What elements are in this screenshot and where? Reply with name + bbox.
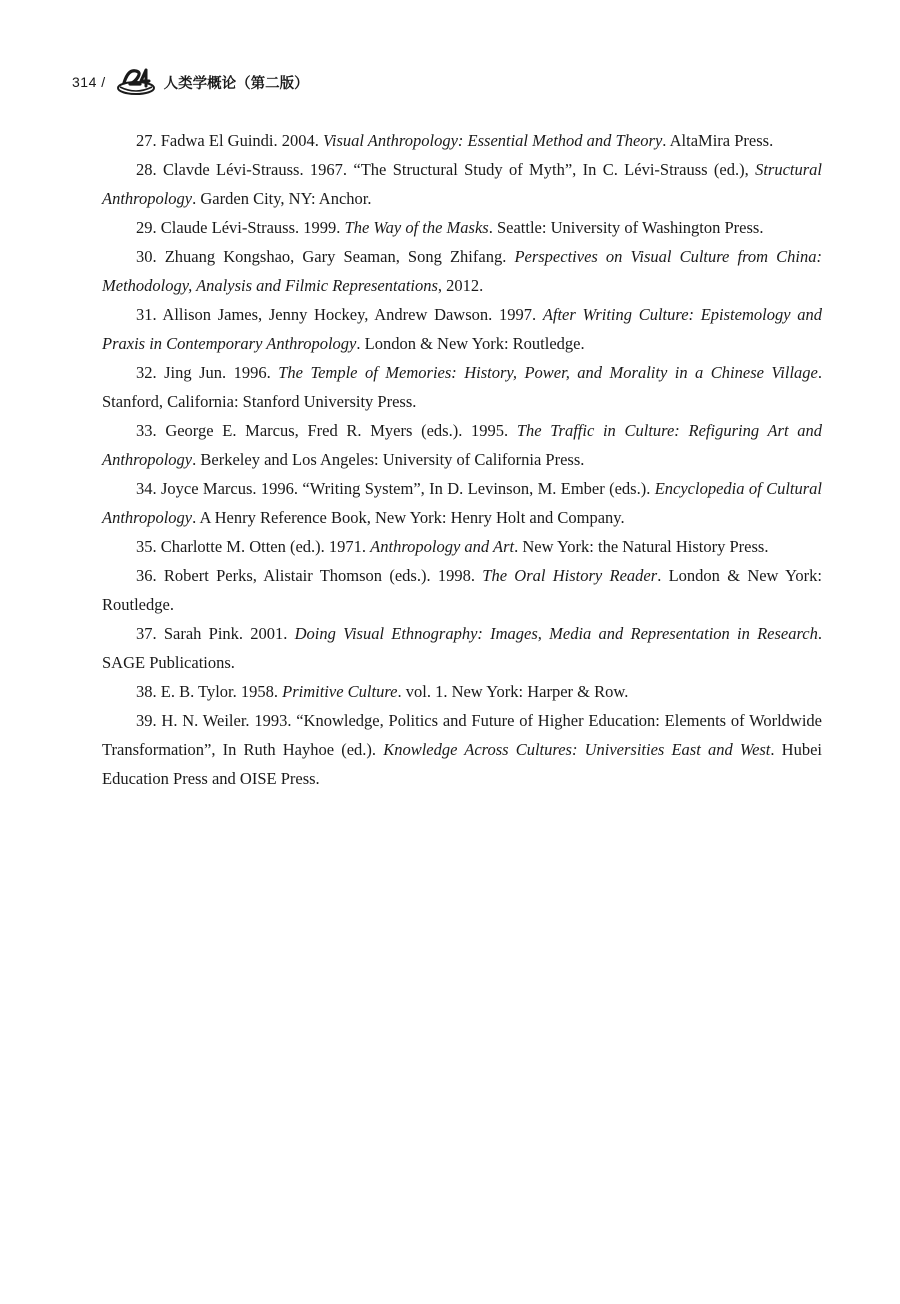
reference-title: Encyclopedia of Cultural Anthropology [102, 479, 822, 527]
page-header [72, 62, 309, 102]
series-logo-icon [116, 67, 156, 97]
reference-text: 28. Clavde Lévi-Strauss. 1967. “The Structural Study of Myth”, In C. Lévi-Strauss (ed.), [136, 160, 756, 179]
reference-text: 29. Claude Lévi-Strauss. 1999. [136, 218, 345, 237]
reference-text: . Hubei Education Press and OISE Press. [102, 740, 822, 788]
reference-text: 30. Zhuang Kongshao, Gary Seaman, Song Zhifang. [136, 247, 515, 266]
reference-text: . AltaMira Press. [662, 131, 774, 150]
reference-text: . Stanford, California: Stanford University Press. [102, 363, 822, 411]
reference-title: The Way of the Masks [344, 218, 489, 237]
reference-text: 35. Charlotte M. Otten (ed.). 1971. [136, 537, 371, 556]
reference-list [102, 126, 822, 793]
reference-title: Primitive Culture [282, 682, 398, 701]
reference-text: . Seattle: University of Washington Press. [488, 218, 764, 237]
reference-text: 32. Jing Jun. 1996. [136, 363, 279, 382]
reference-item [102, 416, 822, 474]
reference-text: 39. H. N. Weiler. 1993. “Knowledge, Politics and Future of Higher Education: Elements of Worldwide Transformation”, In Ruth Hayhoe (ed.). [102, 711, 822, 759]
reference-text: 33. George E. Marcus, Fred R. Myers (eds.). 1995. [136, 421, 517, 440]
reference-text: 36. Robert Perks, Alistair Thomson (eds.). 1998. [136, 566, 483, 585]
reference-title: After Writing Culture: Epistemology and Praxis in Contemporary Anthropology [102, 305, 822, 353]
reference-item [102, 155, 822, 213]
reference-text: 31. Allison James, Jenny Hockey, Andrew Dawson. 1997. [136, 305, 543, 324]
reference-text: . New York: the Natural History Press. [514, 537, 769, 556]
reference-item [102, 213, 822, 242]
page-number: 314 / [72, 74, 106, 90]
reference-text: . Garden City, NY: Anchor. [192, 189, 372, 208]
book-title: 人类学概论（第二版） [163, 75, 309, 92]
reference-item [102, 358, 822, 416]
reference-text: . SAGE Publications. [102, 624, 822, 672]
reference-item [102, 300, 822, 358]
reference-text: . London & New York: Routledge. [102, 566, 822, 614]
reference-title: Anthropology and Art [370, 537, 515, 556]
reference-item [102, 677, 822, 706]
reference-text: . London & New York: Routledge. [356, 334, 585, 353]
reference-item [102, 561, 822, 619]
reference-text: , 2012. [437, 276, 484, 295]
reference-text: 37. Sarah Pink. 2001. [136, 624, 295, 643]
reference-title: The Temple of Memories: History, Power, and Morality in a Chinese Village [278, 363, 818, 382]
reference-title: Knowledge Across Cultures: Universities East and West [383, 740, 771, 759]
reference-title: The Oral History Reader [482, 566, 658, 585]
reference-item [102, 532, 822, 561]
reference-text: . vol. 1. New York: Harper & Row. [397, 682, 629, 701]
reference-title: Doing Visual Ethnography: Images, Media and Representation in Research [294, 624, 818, 643]
reference-title: Structural Anthropology [102, 160, 822, 208]
reference-item [102, 242, 822, 300]
reference-title: Perspectives on Visual Culture from China: Methodology, Analysis and Filmic Representations [102, 247, 822, 295]
reference-item [102, 619, 822, 677]
reference-item [102, 474, 822, 532]
reference-text: 27. Fadwa El Guindi. 2004. [136, 131, 323, 150]
reference-title: Visual Anthropology: Essential Method and Theory [323, 131, 663, 150]
reference-text: . Berkeley and Los Angeles: University of California Press. [192, 450, 585, 469]
reference-text: 34. Joyce Marcus. 1996. “Writing System”, In D. Levinson, M. Ember (eds.). [136, 479, 655, 498]
reference-title: The Traffic in Culture: Refiguring Art and Anthropology [102, 421, 822, 469]
reference-item [102, 126, 822, 155]
reference-text: . A Henry Reference Book, New York: Henry Holt and Company. [192, 508, 625, 527]
reference-text: 38. E. B. Tylor. 1958. [136, 682, 283, 701]
reference-item [102, 706, 822, 793]
